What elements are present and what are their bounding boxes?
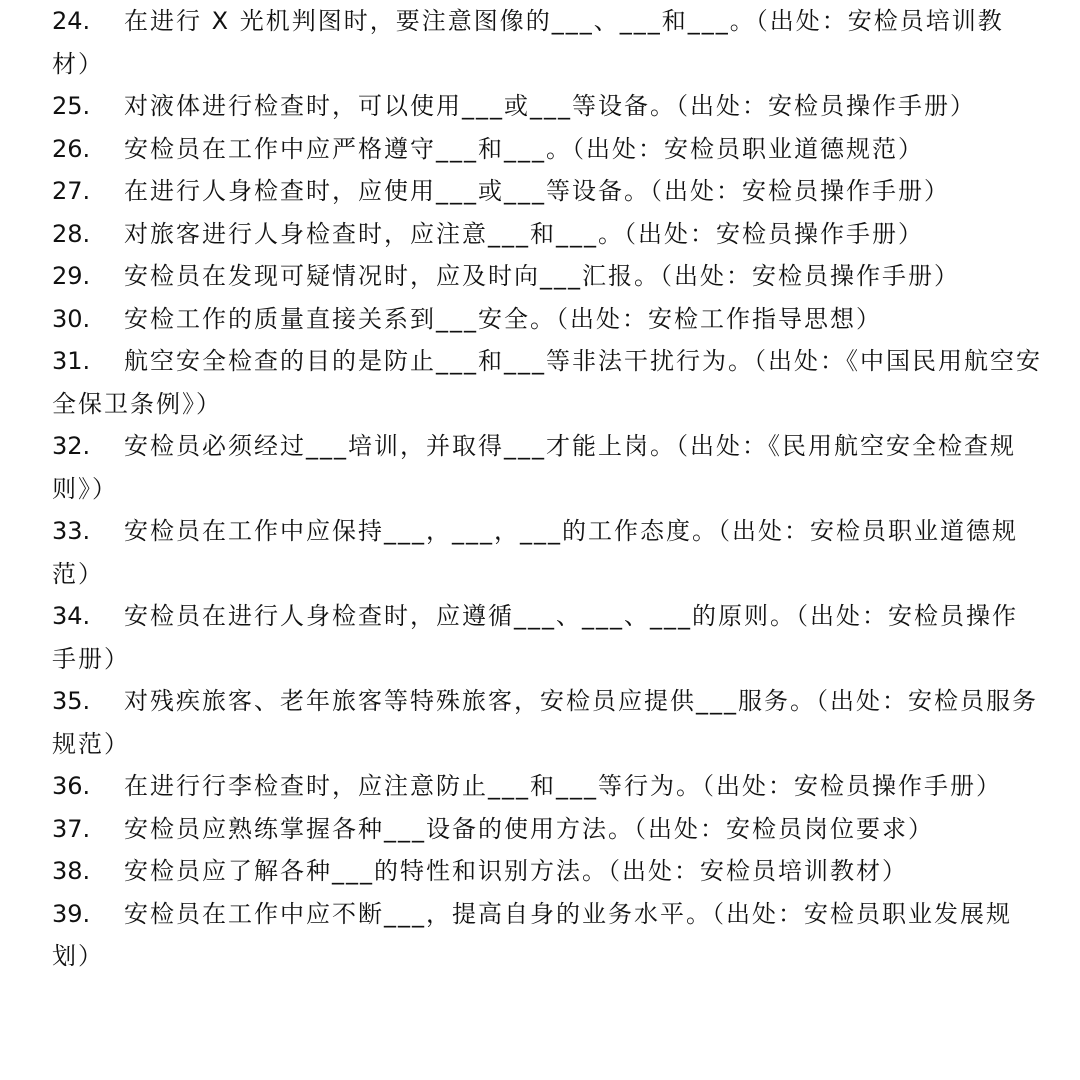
question-number: 29. [52, 262, 91, 290]
question-number: 31. [52, 347, 91, 375]
question-item [52, 808, 1042, 851]
question-text: 安检员在工作中应严格遵守___和___。（出处：安检员职业道德规范） [124, 134, 924, 163]
question-text: 在进行 X 光机判图时，要注意图像的___、___和___。（出处：安检员培训教材） [52, 7, 1004, 78]
question-text: 安检员应熟练掌握各种___设备的使用方法。（出处：安检员岗位要求） [124, 814, 934, 843]
question-item [52, 893, 1042, 978]
question-number: 38. [52, 857, 91, 885]
question-number: 32. [52, 432, 91, 460]
question-number: 36. [52, 772, 91, 800]
question-number: 26. [52, 134, 91, 163]
question-item [52, 128, 1042, 171]
question-text: 安检员在发现可疑情况时，应及时向___汇报。（出处：安检员操作手册） [124, 262, 960, 290]
question-number: 24. [52, 7, 91, 35]
question-list [52, 0, 1042, 978]
question-text: 安检员在工作中应保持___，___，___的工作态度。（出处：安检员职业道德规范） [52, 517, 1018, 588]
question-item [52, 0, 1042, 85]
question-text: 安检员在进行人身检查时，应遵循___、___、___的原则。（出处：安检员操作手册） [52, 602, 1018, 673]
question-number: 28. [52, 219, 91, 248]
question-text: 安检工作的质量直接关系到___安全。（出处：安检工作指导思想） [124, 304, 882, 333]
question-item [52, 340, 1042, 425]
question-text: 安检员必须经过___培训，并取得___才能上岗。（出处：《民用航空安全检查规则》） [52, 432, 1016, 503]
question-text: 安检员在工作中应不断___，提高自身的业务水平。（出处：安检员职业发展规划） [52, 899, 1012, 970]
question-item [52, 850, 1042, 893]
question-text: 在进行行李检查时，应注意防止___和___等行为。（出处：安检员操作手册） [124, 772, 1002, 800]
question-text: 对残疾旅客、老年旅客等特殊旅客，安检员应提供___服务。（出处：安检员服务规范） [52, 687, 1038, 758]
question-text: 对旅客进行人身检查时，应注意___和___。（出处：安检员操作手册） [124, 219, 924, 248]
question-item [52, 255, 1042, 298]
question-number: 34. [52, 602, 91, 630]
question-text: 在进行人身检查时，应使用___或___等设备。（出处：安检员操作手册） [124, 177, 950, 205]
question-text: 对液体进行检查时，可以使用___或___等设备。（出处：安检员操作手册） [124, 92, 976, 120]
question-number: 37. [52, 814, 91, 843]
question-item [52, 85, 1042, 128]
question-number: 30. [52, 304, 91, 333]
question-item [52, 298, 1042, 341]
question-item [52, 680, 1042, 765]
question-number: 39. [52, 899, 91, 928]
question-item [52, 595, 1042, 680]
question-number: 35. [52, 687, 91, 715]
question-item [52, 170, 1042, 213]
question-item [52, 510, 1042, 595]
question-text: 安检员应了解各种___的特性和识别方法。（出处：安检员培训教材） [124, 857, 908, 885]
question-item [52, 425, 1042, 510]
question-item [52, 765, 1042, 808]
question-text: 航空安全检查的目的是防止___和___等非法干扰行为。（出处：《中国民用航空安全保卫条例》） [52, 347, 1042, 418]
question-number: 33. [52, 517, 91, 545]
question-number: 27. [52, 177, 91, 205]
question-number: 25. [52, 92, 91, 120]
question-item [52, 213, 1042, 256]
